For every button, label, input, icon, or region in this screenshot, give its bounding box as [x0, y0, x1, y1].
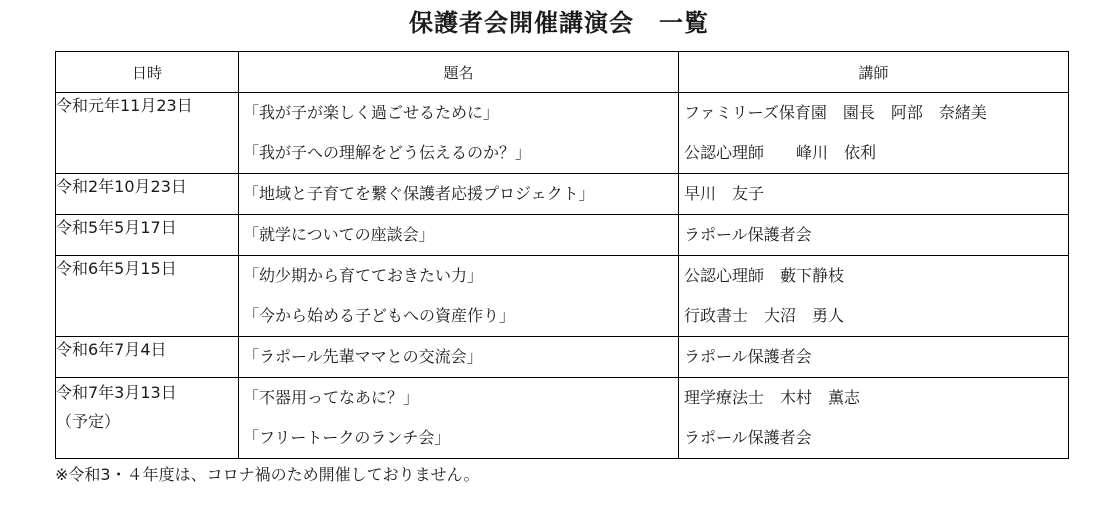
row-titles [239, 215, 679, 256]
row-titles [239, 256, 679, 337]
row-speakers [679, 215, 1069, 256]
lecture-title: 「不器用ってなあに？」 [243, 388, 420, 407]
row-speakers [679, 93, 1069, 174]
table-row [56, 174, 1069, 215]
date-note: （予定） [56, 412, 121, 431]
row-date: 令和6年7月4日 [56, 337, 239, 378]
row-speakers [679, 174, 1069, 215]
lecture-table [55, 51, 1069, 459]
lecture-title: 「就学についての座談会」 [243, 225, 435, 244]
speaker-name: 公認心理師 峰川 依利 [684, 143, 877, 162]
table-header-row [56, 52, 1069, 93]
table-row [56, 256, 1069, 337]
speaker-name: 公認心理師 藪下静枝 [684, 266, 845, 285]
speaker-name: 理学療法士 木村 薫志 [684, 388, 861, 407]
date-stack [56, 378, 238, 436]
row-date: 令和6年5月15日 [56, 256, 239, 337]
lecture-title: 「フリートークのランチ会」 [243, 428, 451, 447]
row-date [56, 378, 239, 459]
row-date: 令和元年11月23日 [56, 93, 239, 174]
speaker-name: ラポール保護者会 [684, 225, 812, 244]
table-row [56, 215, 1069, 256]
page-title: 保護者会開催講演会 一覧 [409, 9, 709, 37]
table-row [56, 378, 1069, 459]
lecture-title: 「我が子が楽しく過ごせるために」 [243, 103, 500, 122]
header-title: 題名 [239, 52, 679, 93]
lecture-title: 「ラポール先輩ママとの交流会」 [243, 347, 483, 366]
speaker-name: 早川 友子 [684, 184, 765, 203]
table-row [56, 337, 1069, 378]
lecture-title: 「地域と子育てを繋ぐ保護者応援プロジェクト」 [243, 184, 595, 203]
row-titles [239, 337, 679, 378]
lecture-title: 「今から始める子どもへの資産作り」 [243, 306, 516, 325]
row-titles [239, 174, 679, 215]
header-speaker: 講師 [679, 52, 1069, 93]
row-date: 令和2年10月23日 [56, 174, 239, 215]
footnote: ※令和3・４年度は、コロナ禍のため開催しておりません。 [55, 465, 480, 484]
speaker-name: ファミリーズ保育園 園長 阿部 奈緒美 [684, 103, 987, 122]
row-speakers [679, 378, 1069, 459]
speaker-name: ラポール保護者会 [684, 347, 812, 366]
row-titles [239, 378, 679, 459]
lecture-title: 「我が子への理解をどう伝えるのか？」 [243, 143, 532, 162]
speaker-name: ラポール保護者会 [684, 428, 812, 447]
lecture-title: 「幼少期から育てておきたい力」 [243, 266, 484, 285]
row-titles [239, 93, 679, 174]
header-date: 日時 [56, 52, 239, 93]
table-row [56, 93, 1069, 174]
row-date: 令和5年5月17日 [56, 215, 239, 256]
row-speakers [679, 256, 1069, 337]
date-text: 令和7年3月13日 [56, 383, 177, 402]
speaker-name: 行政書士 大沼 勇人 [684, 306, 845, 325]
row-speakers [679, 337, 1069, 378]
